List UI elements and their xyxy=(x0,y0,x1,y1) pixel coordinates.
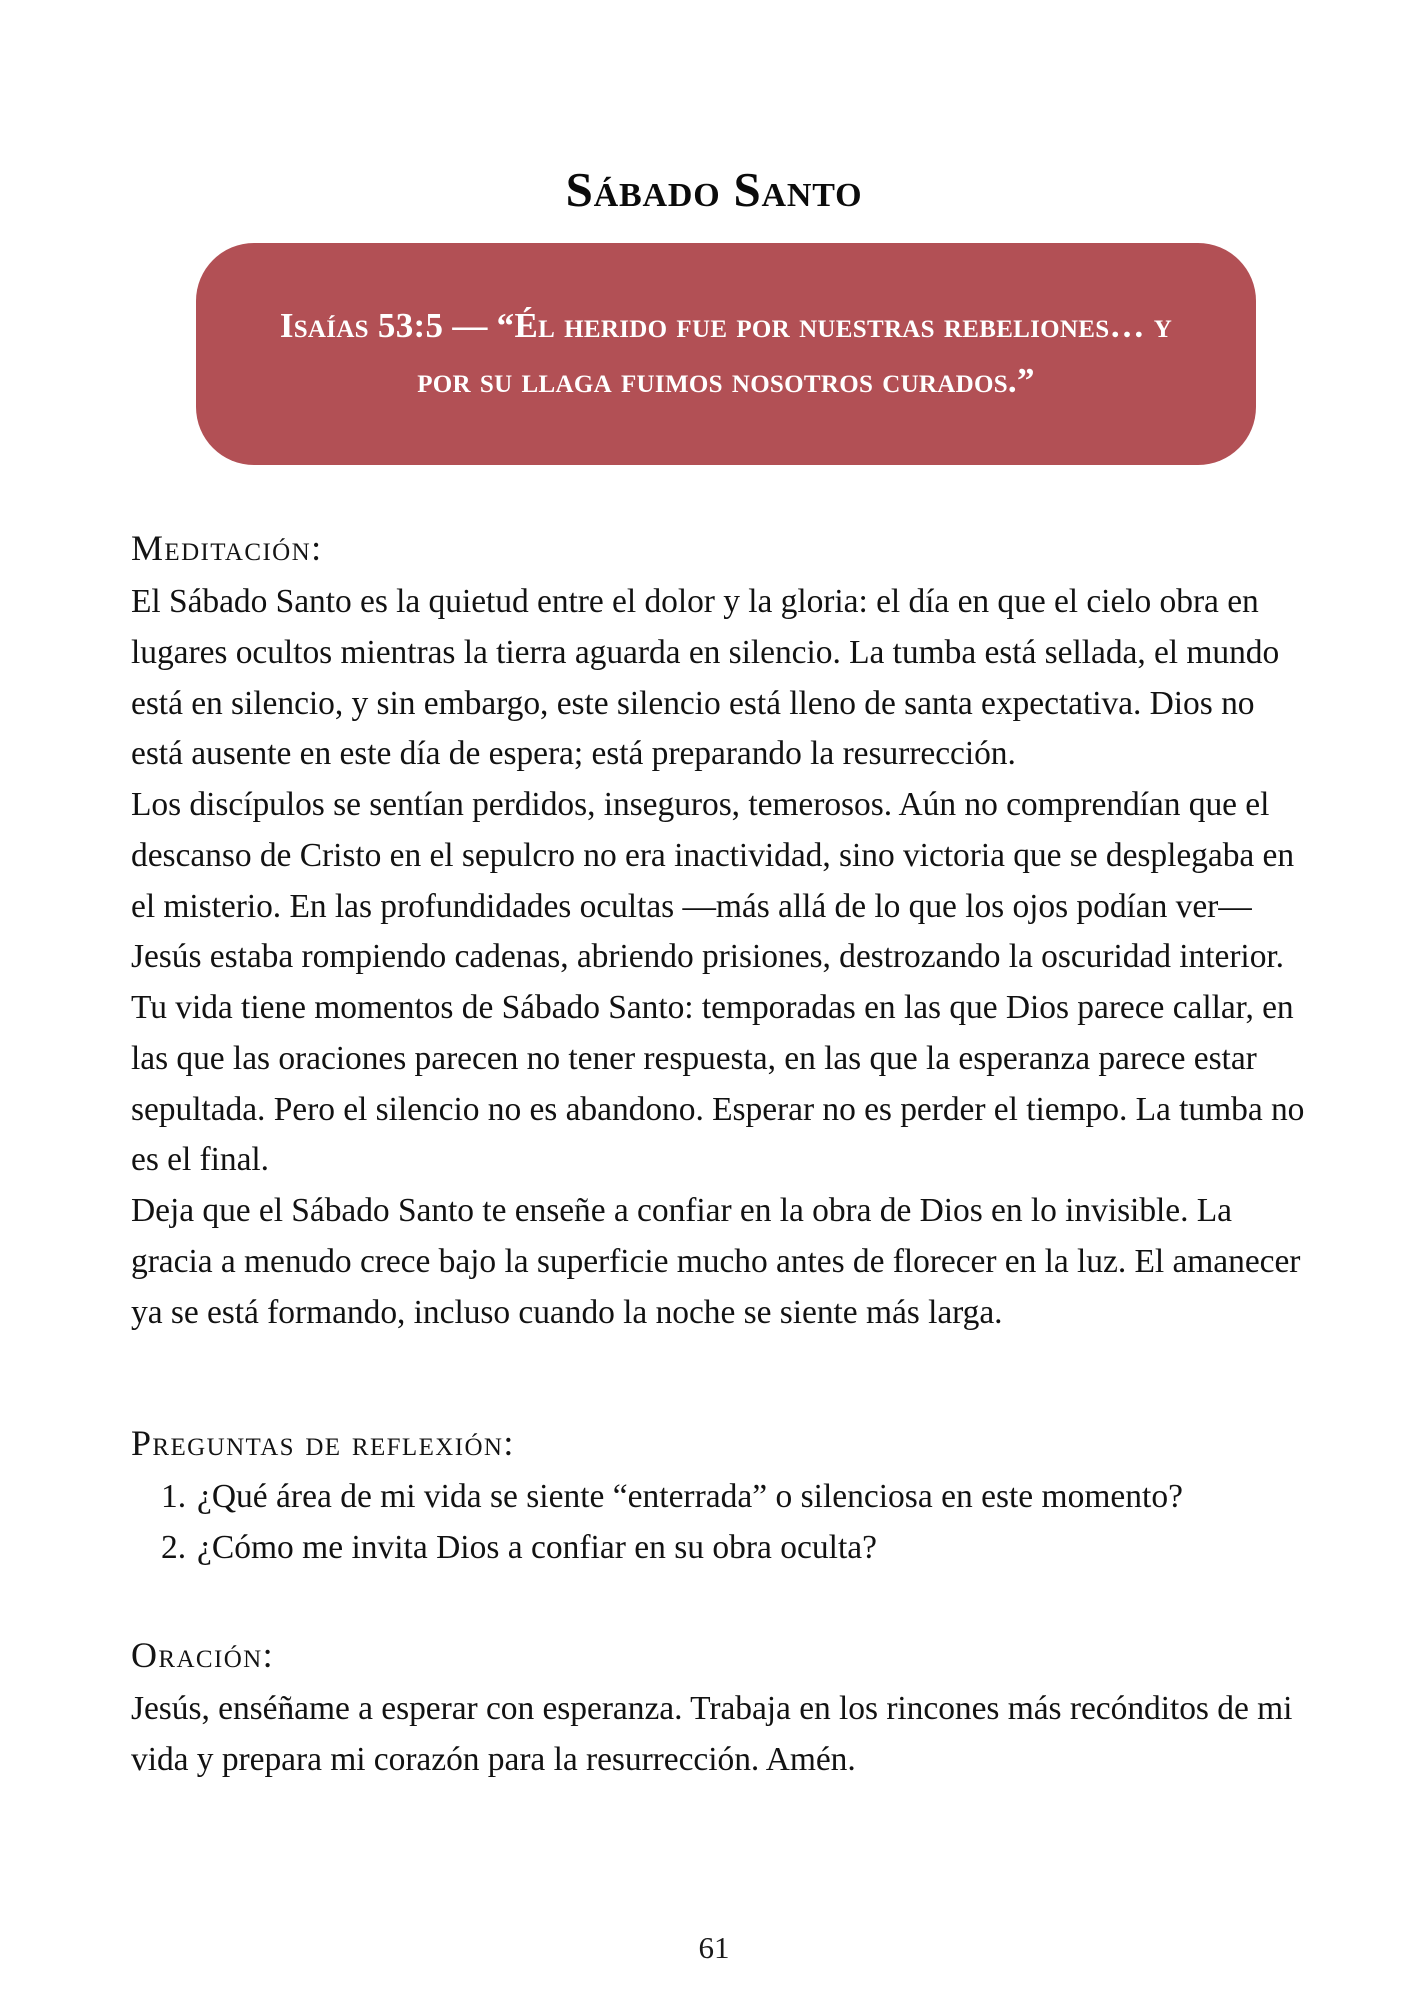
question-number: 1. xyxy=(161,1478,187,1516)
scripture-callout-box xyxy=(196,243,1256,465)
question-text: ¿Cómo me invita Dios a confiar en su obra oculta? xyxy=(197,1529,878,1567)
section-spacer xyxy=(131,1574,1311,1632)
meditation-paragraph: El Sábado Santo es la quietud entre el dolor y la gloria: el día en que el cielo obra en lugares ocultos mientras la tierra aguarda en silencio. La tumba está sellada, el mundo está en silencio, y sin embargo, este silencio está lleno de santa expectativa. Dios no está ausente en este día de espera; está preparando la resurrección. xyxy=(131,583,1280,773)
page-title: Sábado Santo xyxy=(565,161,863,217)
reflection-heading: Preguntas de reflexión: xyxy=(131,1423,515,1464)
prayer-text: Jesús, enséñame a esperar con esperanza. Trabaja en los rincones más recónditos de mi vida y prepara mi corazón para la resurrección. Amén. xyxy=(131,1689,1293,1778)
section-spacer xyxy=(131,1338,1311,1420)
question-number: 2. xyxy=(161,1529,187,1567)
meditation-heading: Meditación: xyxy=(131,528,323,568)
meditation-paragraph: Deja que el Sábado Santo te enseñe a confiar en la obra de Dios en lo invisible. La gracia a menudo crece bajo la superficie mucho antes de florecer en la luz. El amanecer ya se está formando, incluso cuando la noche se siente más larga. xyxy=(131,1192,1301,1331)
meditation-paragraph: Los discípulos se sentían perdidos, inseguros, temerosos. Aún no comprendían que el descanso de Cristo en el sepulcro no era inactividad, sino victoria que se desplegaba en el misterio. En las profundidades ocultas —más allá de lo que los ojos podían ver— Jesús estaba rompiendo cadenas, abriendo prisiones, destrozando la oscuridad interior. xyxy=(131,786,1295,976)
prayer-heading: Oración: xyxy=(131,1634,275,1675)
list-item xyxy=(131,1523,1311,1574)
reflection-question-list xyxy=(131,1472,1311,1574)
question-text: ¿Qué área de mi vida se siente “enterrada” o silenciosa en este momento? xyxy=(197,1478,1183,1516)
list-item xyxy=(131,1472,1311,1523)
scripture-verse-text: Isaías 53:5 — “Él herido fue por nuestras rebeliones… y por su llaga fuimos nosotros curados.” xyxy=(279,305,1173,400)
meditation-paragraph: Tu vida tiene momentos de Sábado Santo: temporadas en las que Dios parece callar, en las que las oraciones parecen no tener respuesta, en las que la esperanza parece estar sepultada. Pero el silencio no es abandono. Esperar no es perder el tiempo. La tumba no es el final. xyxy=(131,989,1305,1179)
content-column xyxy=(131,525,1311,1785)
page-number: 61 xyxy=(698,1930,730,1965)
